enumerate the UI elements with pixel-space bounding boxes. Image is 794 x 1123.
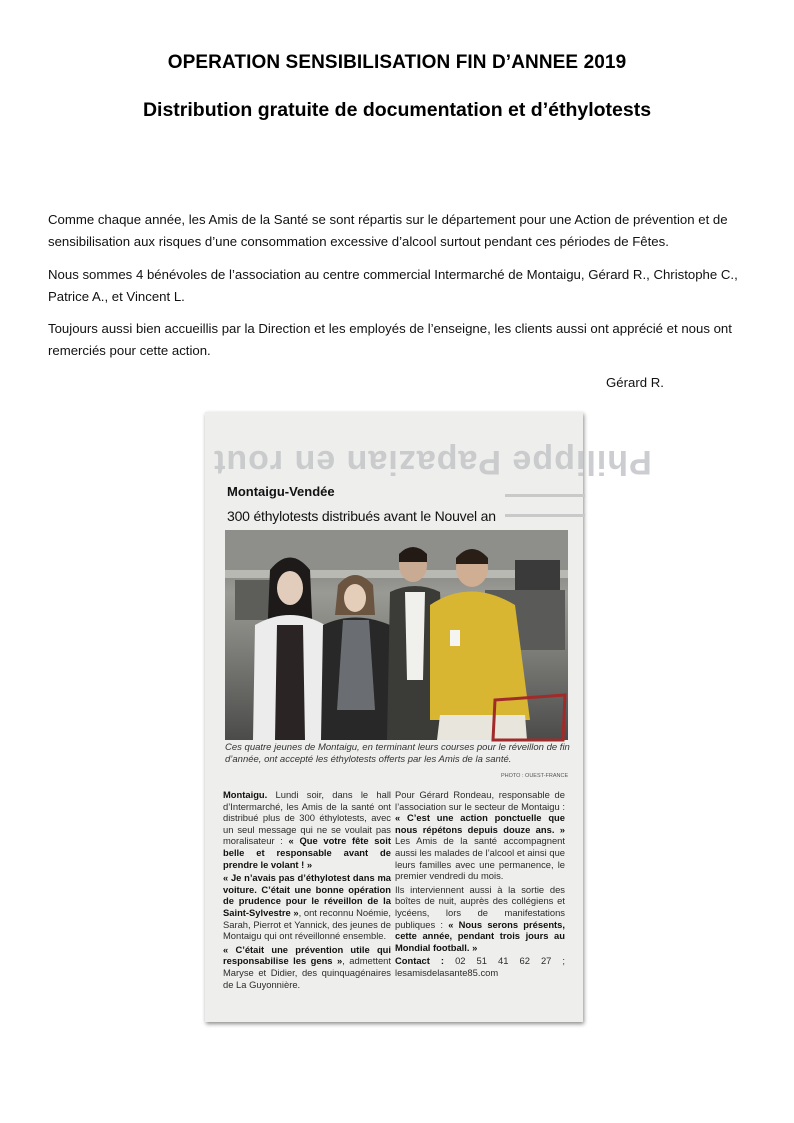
- article-quote: « Nous serons présents, cette année, pendant trois jours au Mondial football. »: [395, 918, 565, 953]
- clipping-photo: [225, 530, 568, 740]
- clipping-column-left: [223, 789, 391, 992]
- article-quote: « Je n’avais pas d’éthylotest dans ma voiture. C’était une bonne opération de prudence pour le réveillon de la Saint-Sylvestre »: [223, 872, 391, 918]
- clipping-location: Montaigu-Vendée: [227, 484, 335, 499]
- paragraph-intro: Comme chaque année, les Amis de la Santé se sont répartis sur le département pour une Action de prévention et de sensibilisation aux risques d’une consommation excessive d’alcool surtout pendant ces périodes de Fêtes.: [48, 212, 728, 249]
- clipping-column-right: [395, 789, 565, 981]
- article-quote: « Que votre fête soit belle et responsable avant de prendre le volant ! »: [223, 835, 391, 870]
- clipping-photo-credit: PHOTO : OUEST-FRANCE: [501, 773, 569, 779]
- clipping-caption: Ces quatre jeunes de Montaigu, en terminant leurs courses pour le réveillon de fin d’année, ont accepté les éthylotests offerts par les Amis de la santé.: [225, 742, 570, 765]
- page-title: OPERATION SENSIBILISATION FIN D’ANNEE 2019: [167, 52, 627, 73]
- article-paragraph: Pour Gérard Rondeau, responsable de l’association sur le secteur de Montaigu : « C’est une action ponctuelle que nous répétons depuis douze ans. » Les Amis de la santé accompagnent aussi les malades de l’alcool et ainsi que leurs familles avec une permanence, le premier vendredi du mois.: [395, 789, 565, 882]
- article-dateline: Montaigu.: [223, 789, 268, 800]
- article-quote: « C’était une prévention utile qui responsabilise les gens »: [223, 943, 391, 967]
- paragraph-thanks: Toujours aussi bien accueillis par la Direction et les employés de l’enseigne, les clients aussi ont apprécié et nous ont remerciés pour cette action.: [48, 321, 732, 358]
- contact-label: Contact :: [395, 955, 445, 967]
- clipping-divider: [505, 494, 585, 497]
- article-paragraph: Ils interviennent aussi à la sortie des boîtes de nuit, auprès des collégiens et lycéens, lors de manifestations publiques : « Nous serons présents, cette année, pendant trois jours au Mondial football. »: [395, 883, 565, 953]
- article-paragraph: « Je n’avais pas d’éthylotest dans ma voiture. C’était une bonne opération de prudence pour le réveillon de la Saint-Sylvestre », ont reconnu Noémie, Sarah, Pierrot et Yannick, des jeunes de Montaigu qui ont réveillonné ensemble.: [223, 872, 391, 942]
- article-paragraph: « C’était une prévention utile qui responsabilise les gens », admettent Maryse et Didier, des quinquagénaires de La Guyonnière.: [223, 943, 391, 990]
- article-quote: « C’est une action ponctuelle que nous répétons depuis douze ans. »: [395, 812, 565, 835]
- page-subtitle: Distribution gratuite de documentation et d’éthylotests: [142, 99, 652, 121]
- signature: Gérard R.: [606, 375, 664, 390]
- article-contact: Contact : 02 51 41 62 27 ; lesamisdelasante85.com: [395, 955, 566, 978]
- newspaper-clipping: [205, 412, 652, 1022]
- paragraph-volunteers: Nous sommes 4 bénévoles de l’association au centre commercial Intermarché de Montaigu, Gérard R., Christophe C., Patrice A., et Vincent L.: [48, 267, 738, 304]
- article-paragraph: Montaigu. Lundi soir, dans le hall d’Intermarché, les Amis de la santé ont distribué plus de 300 éthylotests, avec un seul message qui ne se voulait pas moralisateur : « Que votre fête soit belle et responsable avant de prendre le volant ! »: [223, 789, 391, 870]
- clipping-banner: Philippe Papazian en rout: [213, 443, 652, 481]
- clipping-divider: [505, 514, 585, 517]
- clipping-headline: 300 éthylotests distribués avant le Nouvel an: [227, 508, 496, 524]
